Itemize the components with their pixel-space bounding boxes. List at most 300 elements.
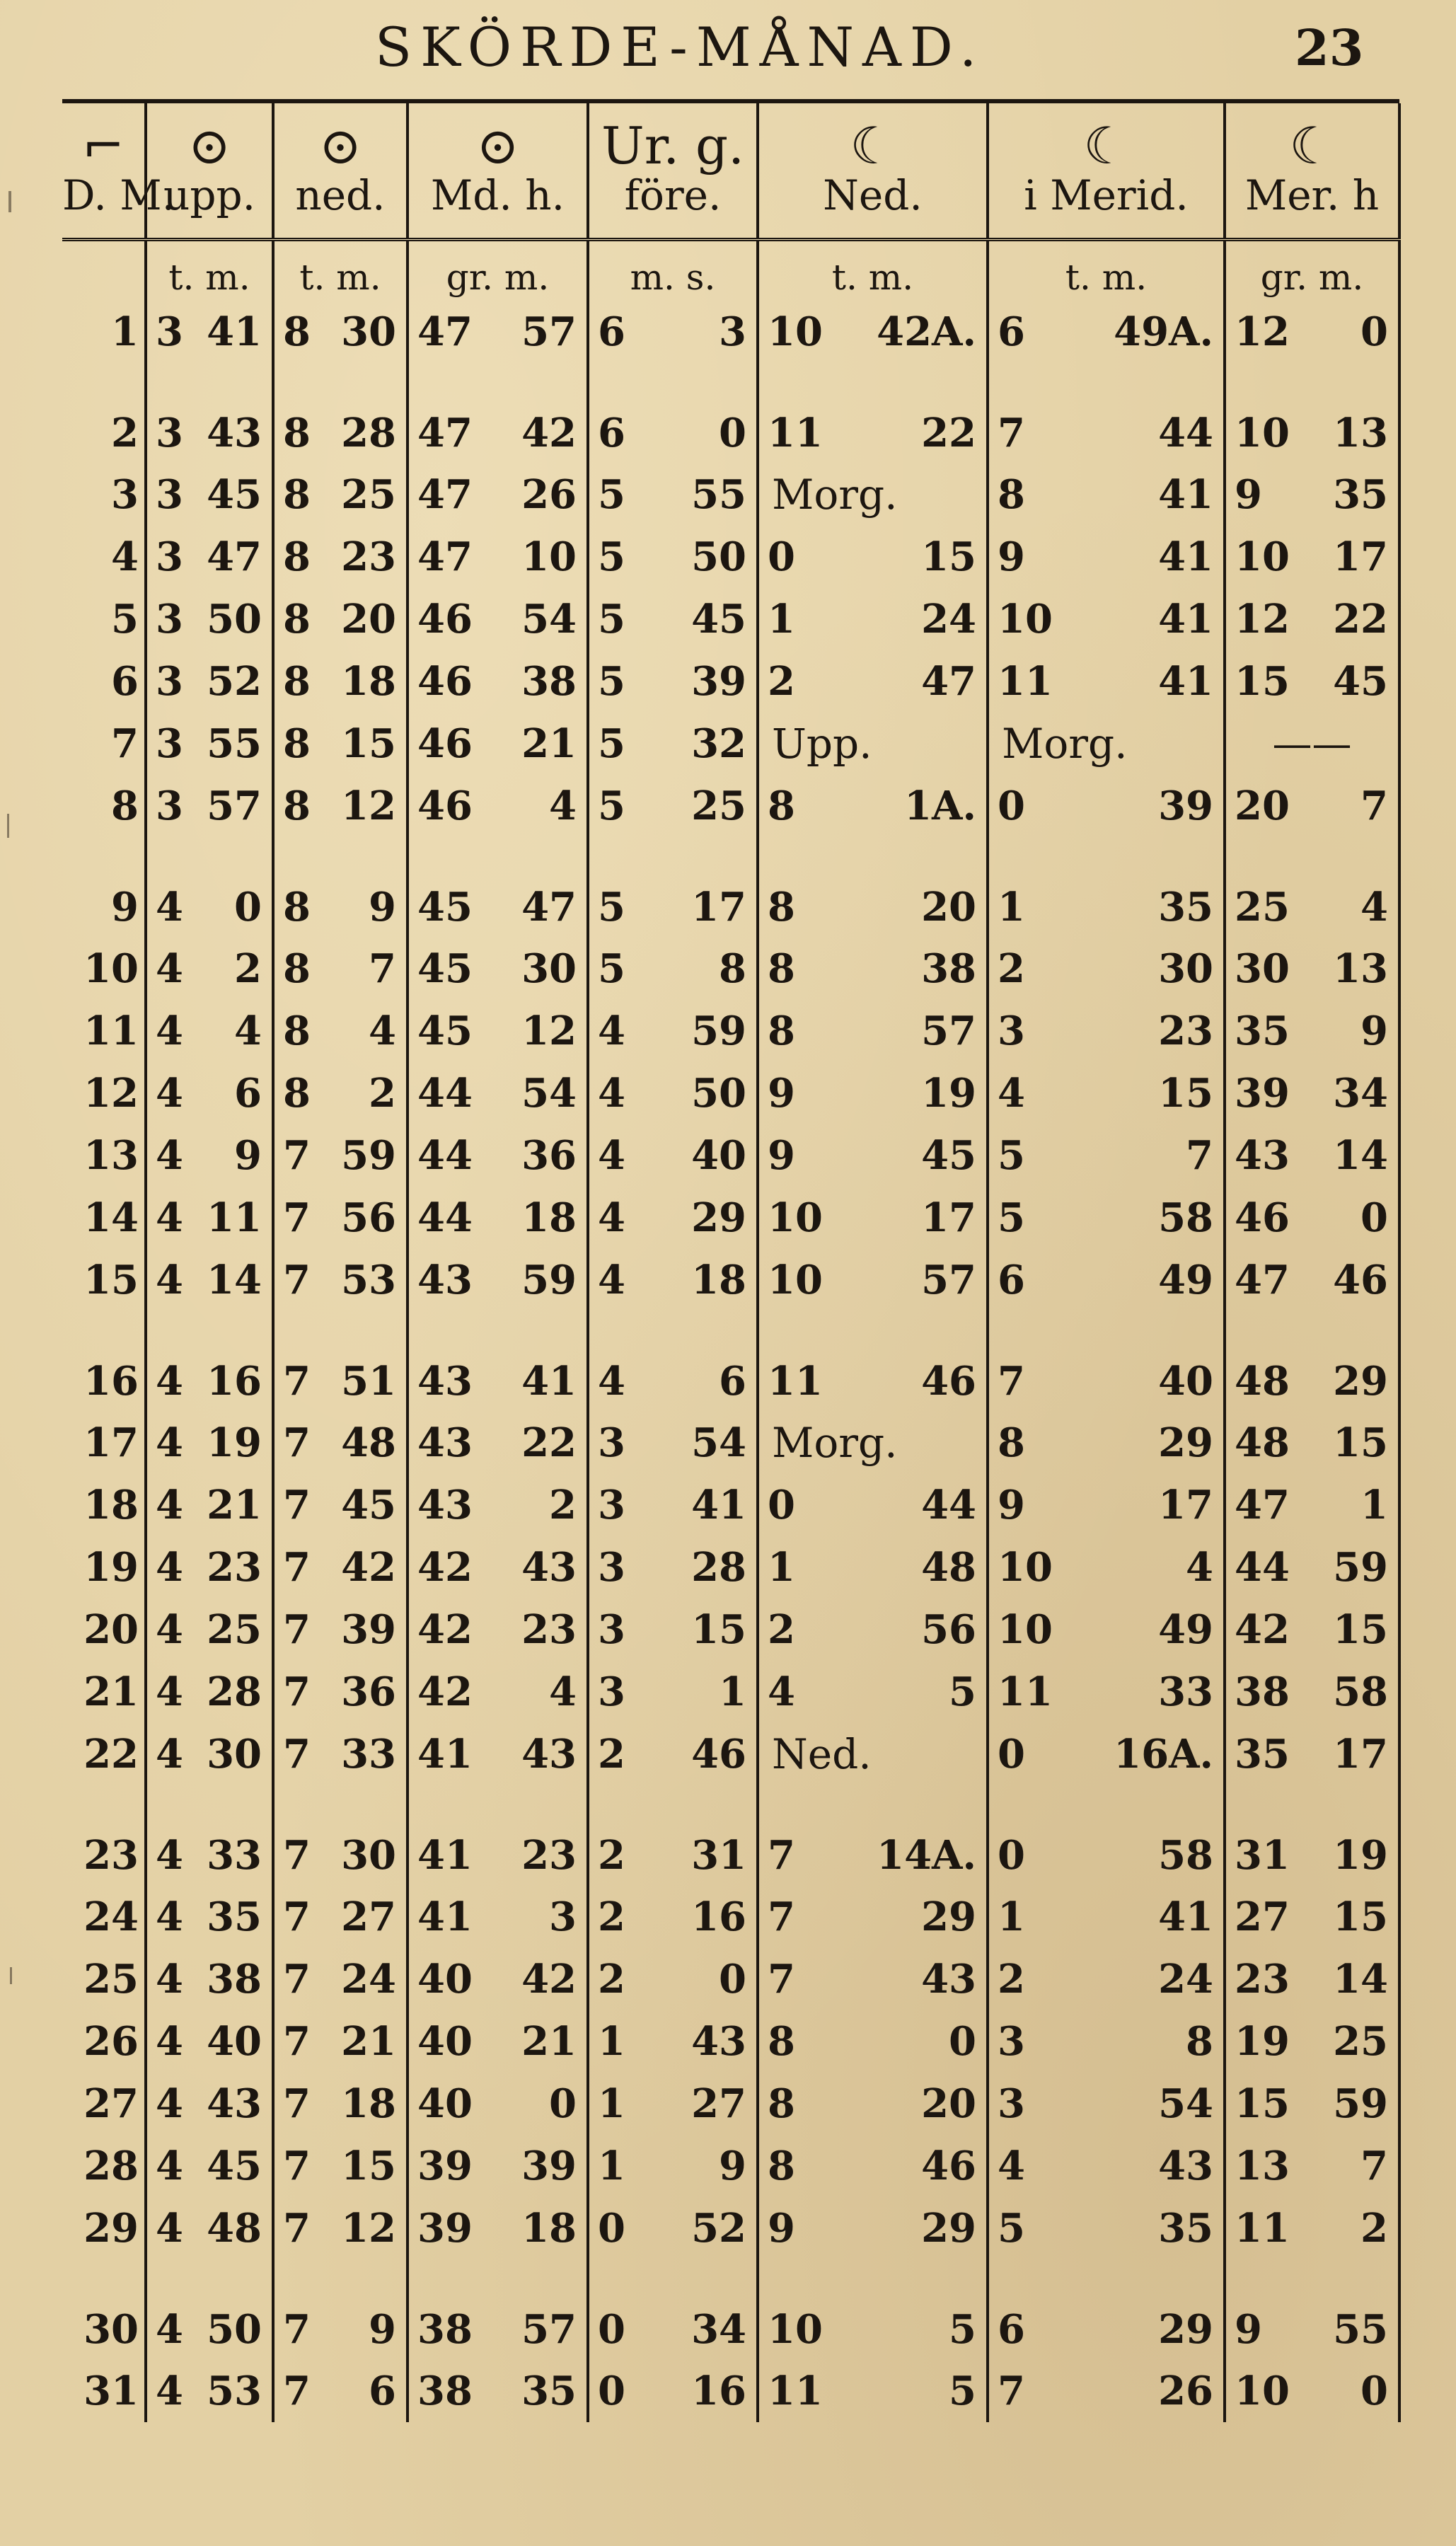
mdh-major: 39: [417, 2205, 473, 2252]
mdh-major: 45: [417, 884, 473, 931]
merid-value: [989, 2368, 1223, 2414]
upp-value: [147, 884, 272, 931]
mdh-value: [409, 534, 587, 580]
ned-value: [275, 309, 406, 355]
upp-value: [147, 309, 272, 355]
upp-major: 4: [156, 2368, 183, 2414]
table-row: [62, 588, 1399, 650]
merid-value: [989, 1731, 1223, 1778]
ned-value: [275, 945, 406, 992]
column-label: före.: [624, 171, 722, 220]
ned-value: [275, 471, 406, 518]
ur-major: 2: [598, 1894, 625, 1940]
ur-major: 1: [598, 2143, 625, 2189]
mned-cell: [758, 301, 988, 363]
ur-minor: 9: [719, 2143, 746, 2189]
ned-major: 7: [283, 2368, 311, 2414]
merh-minor: 14: [1333, 1132, 1388, 1179]
ned-minor: 9: [369, 2306, 396, 2353]
mdh-major: 41: [417, 1832, 473, 1879]
ned-minor: 36: [341, 1669, 396, 1715]
merh-value: [1226, 1669, 1398, 1715]
ned-value: [275, 1194, 406, 1241]
mned-cell: [758, 938, 988, 1000]
merh-cell: [1225, 775, 1399, 837]
mned-major: 10: [768, 2306, 823, 2353]
merh-minor: 34: [1333, 1070, 1388, 1117]
upp-minor: 33: [207, 1832, 262, 1879]
merh-value: [1226, 309, 1398, 355]
merid-value: [989, 1544, 1223, 1591]
merh-minor: 7: [1360, 783, 1388, 829]
mdh-value: [409, 1544, 587, 1591]
ur-minor: 15: [691, 1606, 746, 1653]
table-row: [62, 650, 1399, 713]
merh-major: 42: [1235, 1606, 1290, 1653]
merid-major: 6: [998, 1257, 1025, 1303]
table-row: [62, 1412, 1399, 1474]
merh-minor: 7: [1360, 2143, 1388, 2189]
mned-cell: [758, 463, 988, 526]
mned-minor: 44: [921, 1482, 976, 1528]
mned-value: [759, 1008, 986, 1054]
merh-major: 48: [1235, 1419, 1290, 1466]
mned-major: 0: [768, 1482, 795, 1528]
mned-value: [759, 2368, 986, 2414]
mdh-minor: 4: [549, 1669, 577, 1715]
mdh-cell: [408, 2259, 588, 2360]
merid-value: [989, 945, 1223, 992]
upp-minor: 40: [207, 2018, 262, 2065]
day-cell: 23: [83, 1832, 139, 1879]
merh-minor: 15: [1333, 1894, 1388, 1940]
ur-major: 0: [598, 2205, 625, 2252]
upp-minor: 9: [234, 1132, 262, 1179]
mdh-value: [409, 1894, 587, 1940]
ur-cell: [588, 1785, 758, 1886]
merh-major: 11: [1235, 2205, 1290, 2252]
merh-cell: [1225, 1000, 1399, 1062]
ur-major: 3: [598, 1669, 625, 1715]
mned-value: [759, 410, 986, 456]
ur-minor: 0: [719, 1956, 746, 2003]
mdh-minor: 43: [521, 1544, 577, 1591]
column-header: [408, 103, 588, 240]
upp-cell: [146, 2360, 273, 2422]
upp-minor: 30: [207, 1731, 262, 1778]
ur-major: 3: [598, 1606, 625, 1653]
ur-major: 0: [598, 2306, 625, 2353]
mned-major: 1: [768, 1544, 795, 1591]
table-row: [62, 1474, 1399, 1536]
merh-major: 12: [1235, 309, 1290, 355]
merid-minor: 4: [1186, 1544, 1213, 1591]
ned-cell: [273, 1000, 408, 1062]
mned-cell: [758, 1536, 988, 1599]
mdh-minor: 41: [521, 1358, 577, 1405]
merid-value: [989, 1358, 1223, 1405]
merid-major: 10: [998, 1544, 1053, 1591]
merh-cell: [1225, 526, 1399, 588]
table-row: [62, 1536, 1399, 1599]
mdh-major: 47: [417, 410, 473, 456]
upp-major: 4: [156, 1419, 183, 1466]
ned-value: [275, 1132, 406, 1179]
ned-major: 8: [283, 658, 311, 705]
ur-value: [589, 1669, 756, 1715]
mned-value: [759, 1606, 986, 1653]
ur-major: 2: [598, 1832, 625, 1879]
ur-cell: [588, 1723, 758, 1785]
column-label: Md. h.: [430, 171, 565, 220]
merh-value: [1226, 658, 1398, 705]
merid-cell: [988, 1187, 1225, 1249]
merh-value: [1226, 1832, 1398, 1879]
ned-minor: 20: [341, 596, 396, 643]
day-cell: 11: [83, 1008, 139, 1054]
ur-minor: 17: [691, 884, 746, 931]
ned-cell: [273, 837, 408, 938]
upp-cell: [146, 2135, 273, 2197]
mned-minor: 19: [921, 1070, 976, 1117]
mdh-value: [409, 658, 587, 705]
mdh-minor: 54: [521, 596, 577, 643]
upp-value: [147, 2080, 272, 2127]
ned-minor: 28: [341, 410, 396, 456]
merh-major: 9: [1235, 2306, 1262, 2353]
mdh-cell: [408, 2010, 588, 2073]
ned-major: 7: [283, 1358, 311, 1405]
upp-minor: 38: [207, 1956, 262, 2003]
mned-minor: 5: [949, 2368, 976, 2414]
merid-value: [989, 2018, 1223, 2065]
upp-major: 3: [156, 596, 183, 643]
upp-minor: 45: [207, 471, 262, 518]
day-cell: 17: [83, 1419, 139, 1466]
ned-minor: 15: [341, 2143, 396, 2189]
upp-cell: [146, 837, 273, 938]
merid-cell: [988, 588, 1225, 650]
table-row: [62, 1661, 1399, 1723]
ned-major: 8: [283, 1008, 311, 1054]
ned-cell: [273, 713, 408, 775]
mdh-major: 46: [417, 720, 473, 767]
merh-minor: 2: [1360, 2205, 1388, 2252]
mned-major: 9: [768, 1070, 795, 1117]
mned-value: [759, 1257, 986, 1303]
upp-value: [147, 1482, 272, 1528]
mdh-minor: 22: [521, 1419, 577, 1466]
ned-major: 8: [283, 884, 311, 931]
merid-cell: [988, 1536, 1225, 1599]
ned-minor: 15: [341, 720, 396, 767]
mdh-cell: [408, 1311, 588, 1412]
mned-minor: 15: [921, 534, 976, 580]
ur-major: 1: [598, 2018, 625, 2065]
mdh-minor: 57: [521, 309, 577, 355]
mned-major: 9: [768, 1132, 795, 1179]
mned-cell: [758, 1187, 988, 1249]
ur-minor: 46: [691, 1731, 746, 1778]
merh-major: 20: [1235, 783, 1290, 829]
column-header: [588, 103, 758, 240]
mdh-major: 41: [417, 1731, 473, 1778]
mned-cell: [758, 2135, 988, 2197]
ur-cell: [588, 1886, 758, 1948]
upp-major: 4: [156, 1194, 183, 1241]
ur-cell: [588, 1000, 758, 1062]
merid-cell: [988, 775, 1225, 837]
ned-major: 7: [283, 1194, 311, 1241]
merid-minor: 41: [1158, 534, 1213, 580]
ned-cell: [273, 1886, 408, 1948]
upp-minor: 50: [207, 2306, 262, 2353]
ned-value: [275, 1070, 406, 1117]
merh-value: [1226, 2018, 1398, 2065]
mdh-value: [409, 884, 587, 931]
upp-major: 3: [156, 720, 183, 767]
upp-value: [147, 1731, 272, 1778]
ur-cell: [588, 1661, 758, 1723]
merh-cell: [1225, 650, 1399, 713]
mdh-cell: [408, 1723, 588, 1785]
ur-minor: 59: [691, 1008, 746, 1054]
ned-cell: [273, 2360, 408, 2422]
merh-value: [1226, 410, 1398, 456]
column-header: [146, 103, 273, 240]
upp-cell: [146, 938, 273, 1000]
ned-major: 7: [283, 1956, 311, 2003]
upp-value: [147, 1544, 272, 1591]
table-row: [62, 1062, 1399, 1124]
ned-value: [275, 534, 406, 580]
ur-value: [589, 1070, 756, 1117]
mned-value: [759, 1132, 986, 1179]
merh-cell: [1225, 837, 1399, 938]
ned-minor: 6: [369, 2368, 396, 2414]
column-label: Ned.: [823, 171, 923, 220]
merid-minor: 44: [1158, 410, 1213, 456]
merh-cell: [1225, 2073, 1399, 2135]
merh-minor: 15: [1333, 1606, 1388, 1653]
merh-cell: [1225, 1124, 1399, 1187]
mned-cell: [758, 650, 988, 713]
mned-major: 2: [768, 658, 795, 705]
mdh-minor: 35: [521, 2368, 577, 2414]
mdh-minor: 2: [549, 1482, 577, 1528]
table-row: [62, 2197, 1399, 2259]
ur-cell: [588, 1948, 758, 2010]
mned-major: 8: [768, 945, 795, 992]
merid-major: 2: [998, 945, 1025, 992]
merid-minor: 49: [1158, 1257, 1213, 1303]
ur-minor: 27: [691, 2080, 746, 2127]
ur-cell: [588, 1311, 758, 1412]
mdh-major: 40: [417, 2080, 473, 2127]
merid-major: 9: [998, 1482, 1025, 1528]
ur-major: 5: [598, 534, 625, 580]
mdh-minor: 38: [521, 658, 577, 705]
upp-value: [147, 1832, 272, 1879]
unit-cell: [62, 240, 146, 301]
ur-value: [589, 1257, 756, 1303]
upp-cell: [146, 1948, 273, 2010]
ur-value: [589, 1482, 756, 1528]
mned-cell: [758, 1412, 988, 1474]
mdh-value: [409, 1419, 587, 1466]
merh-major: 15: [1235, 2080, 1290, 2127]
ur-major: 4: [598, 1070, 625, 1117]
ned-minor: 25: [341, 471, 396, 518]
merh-major: 27: [1235, 1894, 1290, 1940]
merh-value: [1226, 1132, 1398, 1179]
day-cell: 28: [83, 2143, 139, 2189]
ned-cell: [273, 775, 408, 837]
mdh-value: [409, 2018, 587, 2065]
mned-value: [759, 1544, 986, 1591]
mdh-major: 47: [417, 471, 473, 518]
ned-major: 8: [283, 1070, 311, 1117]
ned-value: [275, 1894, 406, 1940]
merid-minor: 17: [1158, 1482, 1213, 1528]
table-row: [62, 1124, 1399, 1187]
day-cell: 12: [83, 1070, 139, 1117]
table-row: [62, 526, 1399, 588]
upp-cell: [146, 1661, 273, 1723]
merh-major: 47: [1235, 1257, 1290, 1303]
merh-text: ——: [1272, 721, 1352, 767]
ur-cell: [588, 2135, 758, 2197]
ur-major: 6: [598, 309, 625, 355]
merh-value: [1226, 1606, 1398, 1653]
upp-value: [147, 1194, 272, 1241]
mdh-cell: [408, 1886, 588, 1948]
mdh-major: 44: [417, 1070, 473, 1117]
mned-minor: 5: [949, 1669, 976, 1715]
mned-value: [759, 783, 986, 829]
mned-minor: 1A.: [904, 783, 976, 829]
upp-minor: 28: [207, 1669, 262, 1715]
merid-minor: 16A.: [1114, 1731, 1213, 1778]
mned-cell: [758, 2073, 988, 2135]
mdh-value: [409, 945, 587, 992]
mdh-minor: 10: [521, 534, 577, 580]
mned-minor: 42A.: [877, 309, 976, 355]
upp-minor: 48: [207, 2205, 262, 2252]
merid-major: 1: [998, 884, 1025, 931]
mdh-major: 43: [417, 1419, 473, 1466]
merh-major: 31: [1235, 1832, 1290, 1879]
mdh-major: 47: [417, 309, 473, 355]
mned-cell: [758, 1723, 988, 1785]
merid-major: 6: [998, 309, 1025, 355]
upp-value: [147, 1894, 272, 1940]
column-label: ned.: [295, 171, 386, 220]
day-cell: 6: [111, 658, 139, 705]
ned-minor: 51: [341, 1358, 396, 1405]
ned-major: 8: [283, 720, 311, 767]
mdh-cell: [408, 1187, 588, 1249]
ned-cell: [273, 1124, 408, 1187]
merh-major: 38: [1235, 1669, 1290, 1715]
ned-value: [275, 1731, 406, 1778]
table-row: [62, 1886, 1399, 1948]
merh-value: [1226, 596, 1398, 643]
ned-major: 8: [283, 783, 311, 829]
mdh-cell: [408, 1661, 588, 1723]
ned-major: 8: [283, 471, 311, 518]
upp-major: 4: [156, 1669, 183, 1715]
ned-major: 7: [283, 2018, 311, 2065]
unit-cell: gr. m.: [408, 240, 588, 301]
upp-value: [147, 720, 272, 767]
table-row: [62, 1785, 1399, 1886]
merid-cell: [988, 2259, 1225, 2360]
ur-value: [589, 658, 756, 705]
merh-value: [1226, 2306, 1398, 2353]
merid-minor: 54: [1158, 2080, 1213, 2127]
upp-value: [147, 471, 272, 518]
column-header: [758, 103, 988, 240]
ned-minor: 59: [341, 1132, 396, 1179]
ur-value: [589, 1731, 756, 1778]
upp-cell: [146, 301, 273, 363]
mned-cell: [758, 1000, 988, 1062]
upp-cell: [146, 1187, 273, 1249]
merid-value: [989, 1606, 1223, 1653]
ur-value: [589, 471, 756, 518]
column-symbol: ⊙: [476, 116, 519, 176]
ned-cell: [273, 1474, 408, 1536]
mdh-major: 46: [417, 658, 473, 705]
ned-major: 8: [283, 309, 311, 355]
ned-value: [275, 783, 406, 829]
table-row: [62, 1249, 1399, 1311]
mdh-minor: 43: [521, 1731, 577, 1778]
mned-minor: 57: [921, 1257, 976, 1303]
merh-major: 46: [1235, 1194, 1290, 1241]
mned-major: 4: [768, 1669, 795, 1715]
mned-minor: 5: [949, 2306, 976, 2353]
mdh-cell: [408, 837, 588, 938]
merh-cell: [1225, 1785, 1399, 1886]
mdh-major: 47: [417, 534, 473, 580]
merid-minor: 39: [1158, 783, 1213, 829]
upp-value: [147, 783, 272, 829]
ur-cell: [588, 1249, 758, 1311]
ned-cell: [273, 1187, 408, 1249]
mdh-value: [409, 471, 587, 518]
ur-minor: 50: [691, 534, 746, 580]
upp-minor: 35: [207, 1894, 262, 1940]
merid-major: 0: [998, 1731, 1025, 1778]
upp-value: [147, 2368, 272, 2414]
upp-cell: [146, 1599, 273, 1661]
upp-major: 4: [156, 1956, 183, 2003]
upp-major: 4: [156, 884, 183, 931]
ur-value: [589, 309, 756, 355]
mdh-cell: [408, 1599, 588, 1661]
merid-major: 0: [998, 783, 1025, 829]
column-symbol: ☾: [1289, 116, 1335, 176]
merh-cell: [1225, 713, 1399, 775]
ned-minor: 39: [341, 1606, 396, 1653]
merid-minor: 35: [1158, 884, 1213, 931]
mned-major: 8: [768, 783, 795, 829]
day-cell: 21: [83, 1669, 139, 1715]
upp-cell: [146, 1000, 273, 1062]
column-label: i Merid.: [1024, 171, 1189, 220]
